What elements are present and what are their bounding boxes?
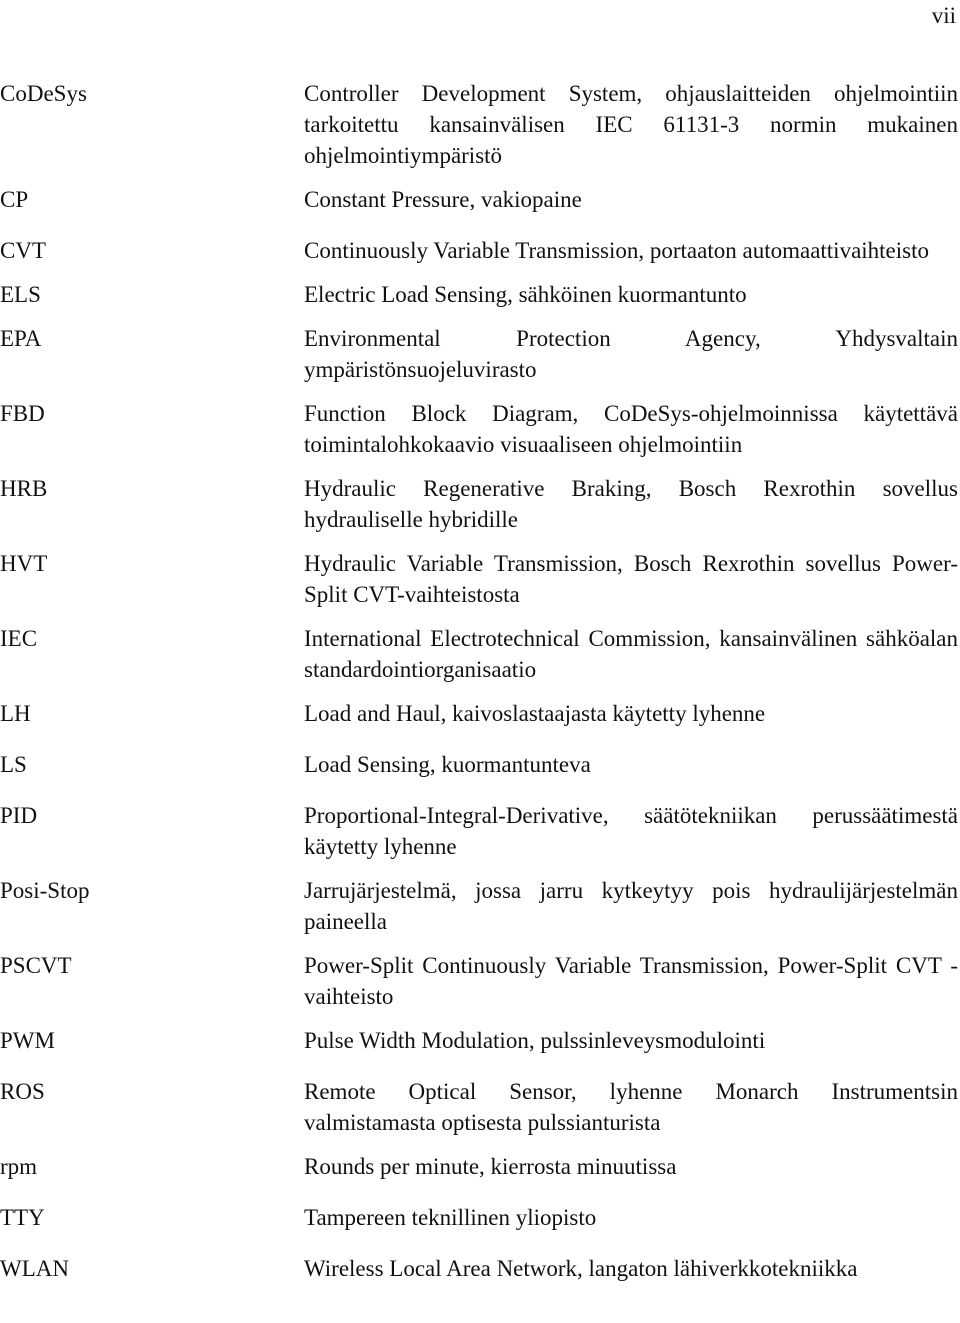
abbreviation-entry-els: [0, 279, 960, 310]
abbreviation-definition: Function Block Diagram, CoDeSys-ohjelmoinnissa käytettävä toimintalohkokaavio visuaaliseen ohjelmointiin: [304, 401, 958, 457]
abbreviation-definition: Load Sensing, kuormantunteva: [304, 752, 591, 777]
abbreviation-term: rpm: [0, 1154, 38, 1179]
abbreviation-entry-pwm: [0, 1025, 960, 1056]
abbreviation-entry-cvt: [0, 235, 960, 266]
abbreviation-term: CoDeSys: [0, 81, 87, 106]
abbreviation-definition: Constant Pressure, vakiopaine: [304, 187, 582, 212]
abbreviation-term: ELS: [0, 282, 41, 307]
abbreviation-definition: Wireless Local Area Network, langaton lähiverkkotekniikka: [304, 1256, 858, 1281]
abbreviation-entry-ros: [0, 1076, 960, 1138]
abbreviation-entry-posi-stop: [0, 875, 960, 937]
abbreviation-entry-cp: [0, 184, 960, 215]
abbreviation-term: HVT: [0, 551, 48, 576]
abbreviation-term: WLAN: [0, 1256, 69, 1281]
abbreviation-definition: Continuously Variable Transmission, portaaton automaattivaihteisto: [304, 238, 929, 263]
abbreviation-definition: Controller Development System, ohjauslaitteiden ohjelmointiin tarkoitettu kansainvälisen IEC 61131-3 normin mukainen ohjelmointiympäristö: [304, 81, 958, 168]
abbreviation-definition: Hydraulic Regenerative Braking, Bosch Rexrothin sovellus hydrauliselle hybridille: [304, 476, 958, 532]
abbreviation-entry-wlan: [0, 1253, 960, 1284]
abbreviation-term: PWM: [0, 1028, 55, 1053]
abbreviation-term: TTY: [0, 1205, 45, 1230]
abbreviation-definition: Electric Load Sensing, sähköinen kuormantunto: [304, 282, 747, 307]
abbreviation-definition: Rounds per minute, kierrosta minuutissa: [304, 1154, 677, 1179]
abbreviation-term: Posi-Stop: [0, 878, 90, 903]
abbreviation-definition: Tampereen teknillinen yliopisto: [304, 1205, 597, 1230]
abbreviation-definition: Remote Optical Sensor, lyhenne Monarch Instrumentsin valmistamasta optisesta pulssianturista: [304, 1079, 958, 1135]
abbreviation-term: ROS: [0, 1079, 45, 1104]
abbreviation-definition: International Electrotechnical Commission, kansainvälinen sähköalan standardointiorganisaatio: [304, 626, 958, 682]
abbreviation-entry-pid: [0, 800, 960, 862]
abbreviation-definition: Load and Haul, kaivoslastaajasta käytetty lyhenne: [304, 701, 766, 726]
abbreviation-entry-lh: [0, 698, 960, 729]
abbreviation-entry-iec: [0, 623, 960, 685]
abbreviation-entry-rpm: [0, 1151, 960, 1182]
abbreviation-entry-ls: [0, 749, 960, 780]
abbreviation-term: PSCVT: [0, 953, 72, 978]
abbreviation-term: LS: [0, 752, 27, 777]
abbreviation-entry-tty: [0, 1202, 960, 1233]
abbreviation-term: LH: [0, 701, 31, 726]
abbreviation-term: PID: [0, 803, 38, 828]
abbreviation-term: HRB: [0, 476, 48, 501]
page-number: vii: [931, 3, 956, 28]
abbreviation-entry-pscvt: [0, 950, 960, 1012]
abbreviation-term: FBD: [0, 401, 45, 426]
abbreviation-definition: Hydraulic Variable Transmission, Bosch Rexrothin sovellus Power-Split CVT-vaihteistosta: [304, 551, 958, 607]
abbreviation-definition: Jarrujärjestelmä, jossa jarru kytkeytyy pois hydraulijärjestelmän paineella: [304, 878, 958, 934]
abbreviation-entry-codesys: [0, 78, 960, 171]
abbreviation-entry-epa: [0, 323, 960, 385]
abbreviation-entry-fbd: [0, 398, 960, 460]
abbreviation-definition: Power-Split Continuously Variable Transmission, Power-Split CVT -vaihteisto: [304, 953, 958, 1009]
abbreviation-entry-hvt: [0, 548, 960, 610]
abbreviation-definition: Proportional-Integral-Derivative, säätötekniikan perussäätimestä käytetty lyhenne: [304, 803, 958, 859]
abbreviation-term: EPA: [0, 326, 42, 351]
abbreviation-term: CVT: [0, 238, 46, 263]
abbreviation-definition: Pulse Width Modulation, pulssinleveysmodulointi: [304, 1028, 766, 1053]
abbreviation-entry-hrb: [0, 473, 960, 535]
abbreviation-term: CP: [0, 187, 29, 212]
abbreviation-list: [0, 78, 960, 1284]
abbreviation-definition: Environmental Protection Agency, Yhdysvaltain ympäristönsuojeluvirasto: [304, 326, 958, 382]
abbreviation-term: IEC: [0, 626, 38, 651]
